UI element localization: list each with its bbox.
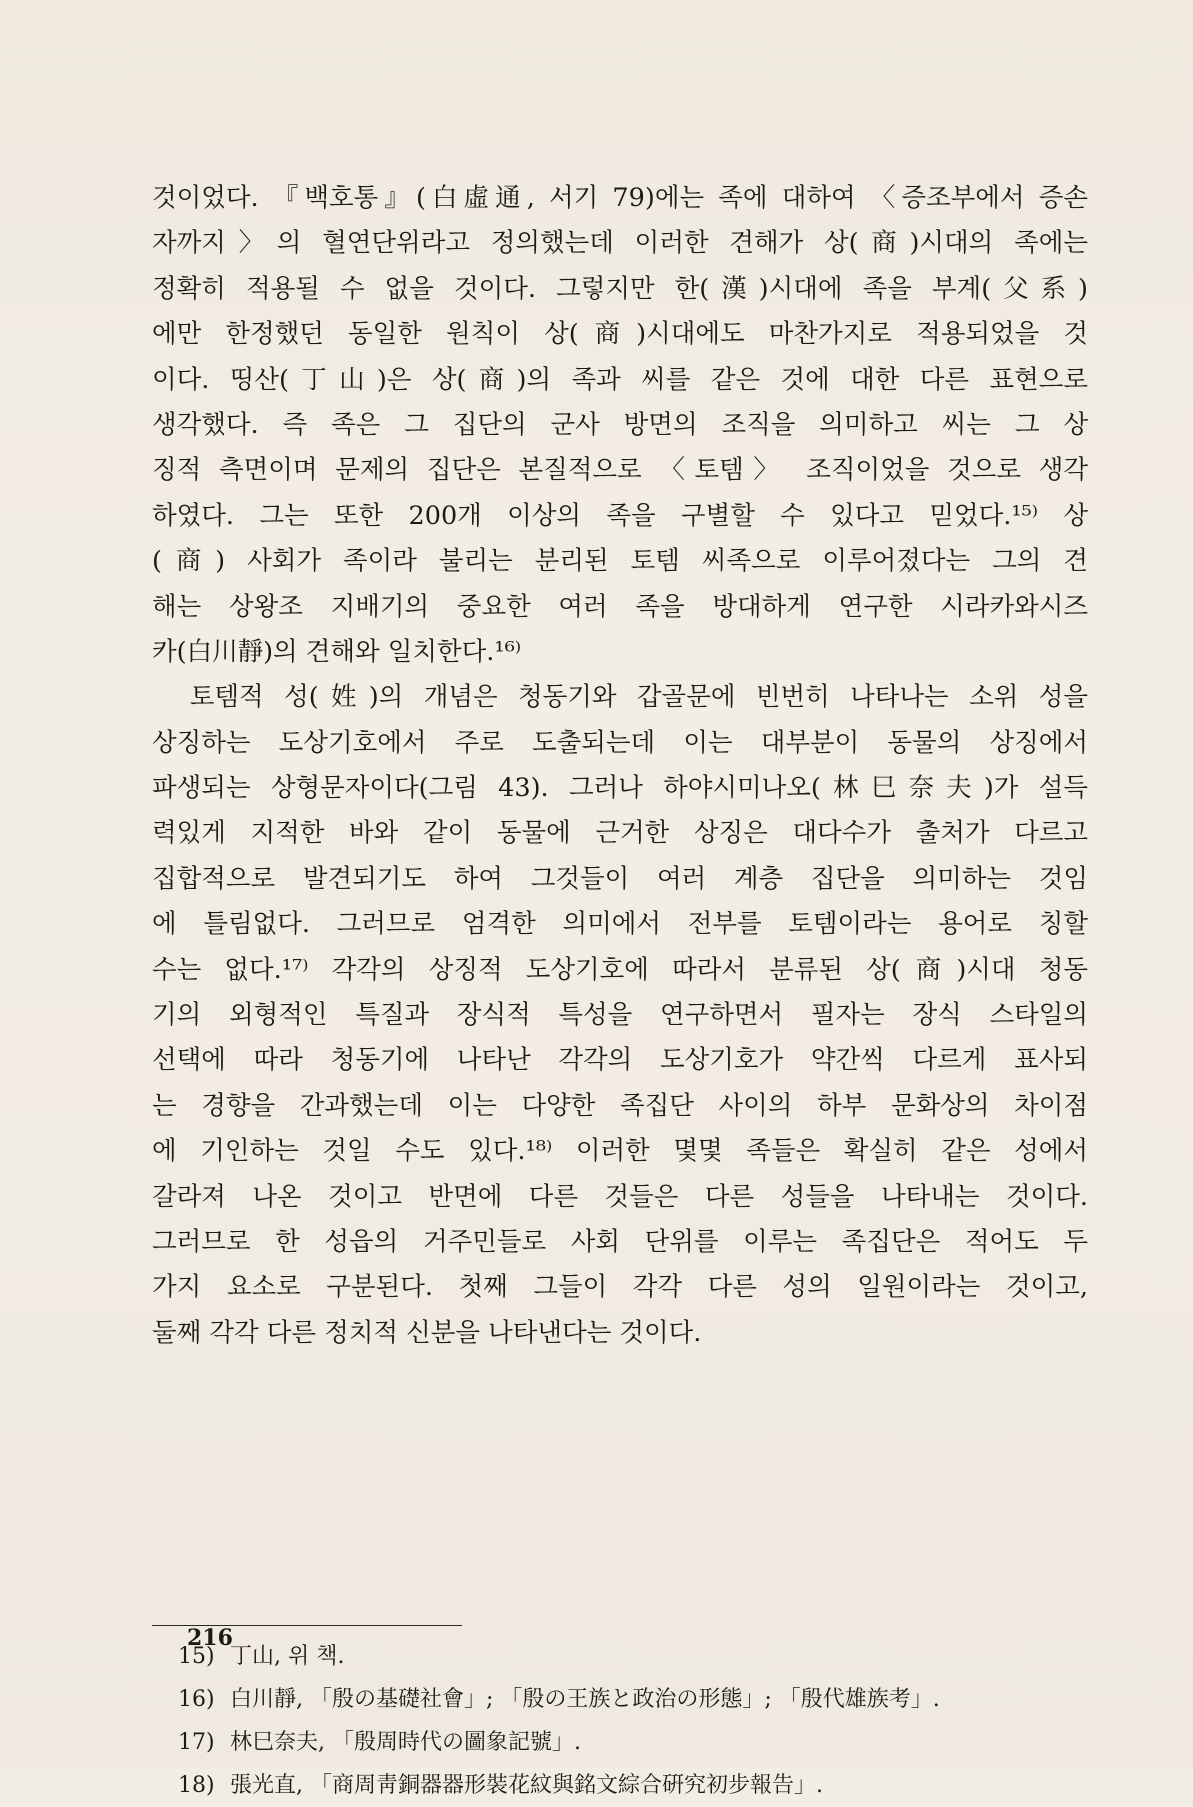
- text-line: 에 기인하는 것일 수도 있다.¹⁸⁾ 이러한 몇몇 족들은 확실히 같은 성에서: [152, 1136, 1088, 1167]
- text-line: 하였다. 그는 또한 200개 이상의 족을 구별할 수 있다고 믿었다.¹⁵⁾ 상: [152, 500, 1088, 531]
- page-number: 216: [187, 1625, 233, 1651]
- footnote-18: [178, 1764, 1078, 1807]
- text-line: 정확히 적용될 수 없을 것이다. 그렇지만 한(漢)시대에 족을 부계(父系): [152, 273, 1088, 304]
- text-line: 이다. 띵산(丁山)은 상(商)의 족과 씨를 같은 것에 대한 다른 표현으로: [152, 364, 1088, 395]
- footnote-text: 林巳奈夫, 「殷周時代の圖象記號」.: [230, 1730, 581, 1755]
- text-line: 카(白川靜)의 견해와 일치한다.¹⁶⁾: [152, 636, 522, 667]
- footnote-17: [178, 1721, 1078, 1764]
- footnote-number: 18): [178, 1773, 215, 1798]
- text-line: 갈라져 나온 것이고 반면에 다른 것들은 다른 성들을 나타내는 것이다.: [152, 1181, 1088, 1212]
- text-line: 력있게 지적한 바와 같이 동물에 근거한 상징은 대다수가 출처가 다르고: [152, 818, 1088, 849]
- text-line: 상징하는 도상기호에서 주로 도출되는데 이는 대부분이 동물의 상징에서: [152, 727, 1088, 758]
- text-line: 둘째 각각 다른 정치적 신분을 나타낸다는 것이다.: [152, 1317, 702, 1348]
- text-line: 가지 요소로 구분된다. 첫째 그들이 각각 다른 성의 일원이라는 것이고,: [152, 1272, 1088, 1303]
- footnote-text: 丁山, 위 책.: [230, 1644, 345, 1669]
- text-line: 선택에 따라 청동기에 나타난 각각의 도상기호가 약간씩 다르게 표사되: [152, 1045, 1088, 1076]
- footnote-number: 17): [178, 1730, 215, 1755]
- main-text: [152, 176, 1088, 1356]
- footnote-text: 白川靜, 「殷の基礎社會」; 「殷の王族と政治の形態」; 「殷代雄族考」.: [230, 1687, 940, 1712]
- text-line: 그러므로 한 성읍의 거주민들로 사회 단위를 이루는 족집단은 적어도 두: [152, 1226, 1088, 1257]
- text-line: 파생되는 상형문자이다(그림 43). 그러나 하야시미나오(林巳奈夫)가 설득: [152, 773, 1088, 804]
- footnote-16: [178, 1678, 1078, 1721]
- text-line: 징적 측면이며 문제의 집단은 본질적으로 〈토템〉 조직이었을 것으로 생각: [152, 455, 1088, 486]
- text-line: 는 경향을 간과했는데 이는 다양한 족집단 사이의 하부 문화상의 차이점: [152, 1090, 1088, 1121]
- text-line: 집합적으로 발견되기도 하여 그것들이 여러 계층 집단을 의미하는 것임: [152, 863, 1088, 894]
- footnotes: [178, 1635, 1078, 1807]
- footnote-number: 15): [178, 1644, 215, 1669]
- text-line: 토템적 성(姓)의 개념은 청동기와 갑골문에 빈번히 나타나는 소위 성을: [152, 682, 1088, 713]
- text-line: 생각했다. 즉 족은 그 집단의 군사 방면의 조직을 의미하고 씨는 그 상: [152, 409, 1088, 440]
- text-line: 해는 상왕조 지배기의 중요한 여러 족을 방대하게 연구한 시라카와시즈: [152, 591, 1088, 622]
- footnote-15: [178, 1635, 1078, 1678]
- text-line: 기의 외형적인 특질과 장식적 특성을 연구하면서 필자는 장식 스타일의: [152, 1000, 1088, 1031]
- text-line: 에만 한정했던 동일한 원칙이 상(商)시대에도 마찬가지로 적용되었을 것: [152, 319, 1088, 350]
- footnote-number: 16): [178, 1687, 215, 1712]
- text-line: 수는 없다.¹⁷⁾ 각각의 상징적 도상기호에 따라서 분류된 상(商)시대 청동: [152, 954, 1088, 985]
- text-line: 자까지〉의 혈연단위라고 정의했는데 이러한 견해가 상(商)시대의 족에는: [152, 228, 1088, 259]
- footnote-text: 張光直, 「商周靑銅器器形裝花紋與銘文綜合硏究初步報告」.: [230, 1773, 823, 1798]
- text-line: (商) 사회가 족이라 불리는 분리된 토템 씨족으로 이루어졌다는 그의 견: [152, 546, 1088, 577]
- text-line: 에 틀림없다. 그러므로 엄격한 의미에서 전부를 토템이라는 용어로 칭할: [152, 909, 1088, 940]
- text-line: 것이었다. 『백호통』(白虛通, 서기 79)에는 족에 대하여 〈증조부에서 증손: [152, 183, 1088, 213]
